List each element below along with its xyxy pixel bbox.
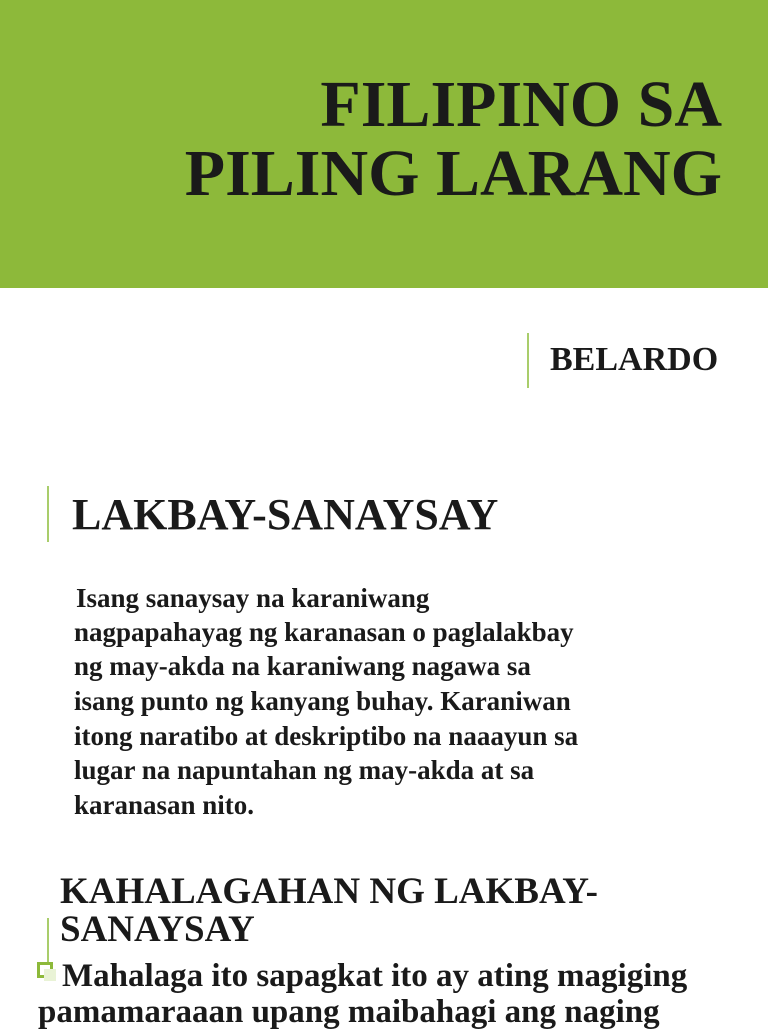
bullet-line-1: Mahalaga ito sapagkat ito ay ating magiging xyxy=(62,958,688,994)
body-line-7: karanasan nito. xyxy=(74,790,255,820)
square-bullet-icon xyxy=(37,962,53,978)
section2-heading-line-1: KAHALAGAHAN NG LAKBAY- xyxy=(60,871,598,912)
title-line-1: FILIPINO SA xyxy=(320,68,722,141)
section-heading: LAKBAY-SANAYSAY xyxy=(72,490,499,539)
body-line-4: isang punto ng kanyang buhay. Karaniwan xyxy=(74,686,571,716)
title-banner xyxy=(0,0,768,288)
title-line-2: PILING LARANG xyxy=(184,137,722,210)
body-line-1: Isang sanaysay na karaniwang xyxy=(76,583,430,613)
section-divider xyxy=(47,486,49,542)
bullet-line-2: pamamaraaan upang maibahagi ang naging xyxy=(38,994,660,1030)
author-divider xyxy=(527,333,529,388)
body-line-5: itong naratibo at deskriptibo na naaayun sa xyxy=(74,721,579,751)
body-line-6: lugar na napuntahan ng may-akda at sa xyxy=(74,755,535,785)
body-line-2: nagpapahayag ng karanasan o paglalakbay xyxy=(74,617,574,647)
section2-heading-line-2: SANAYSAY xyxy=(60,909,255,950)
body-line-3: ng may-akda na karaniwang nagawa sa xyxy=(74,651,531,681)
author-name: BELARDO xyxy=(550,341,719,378)
